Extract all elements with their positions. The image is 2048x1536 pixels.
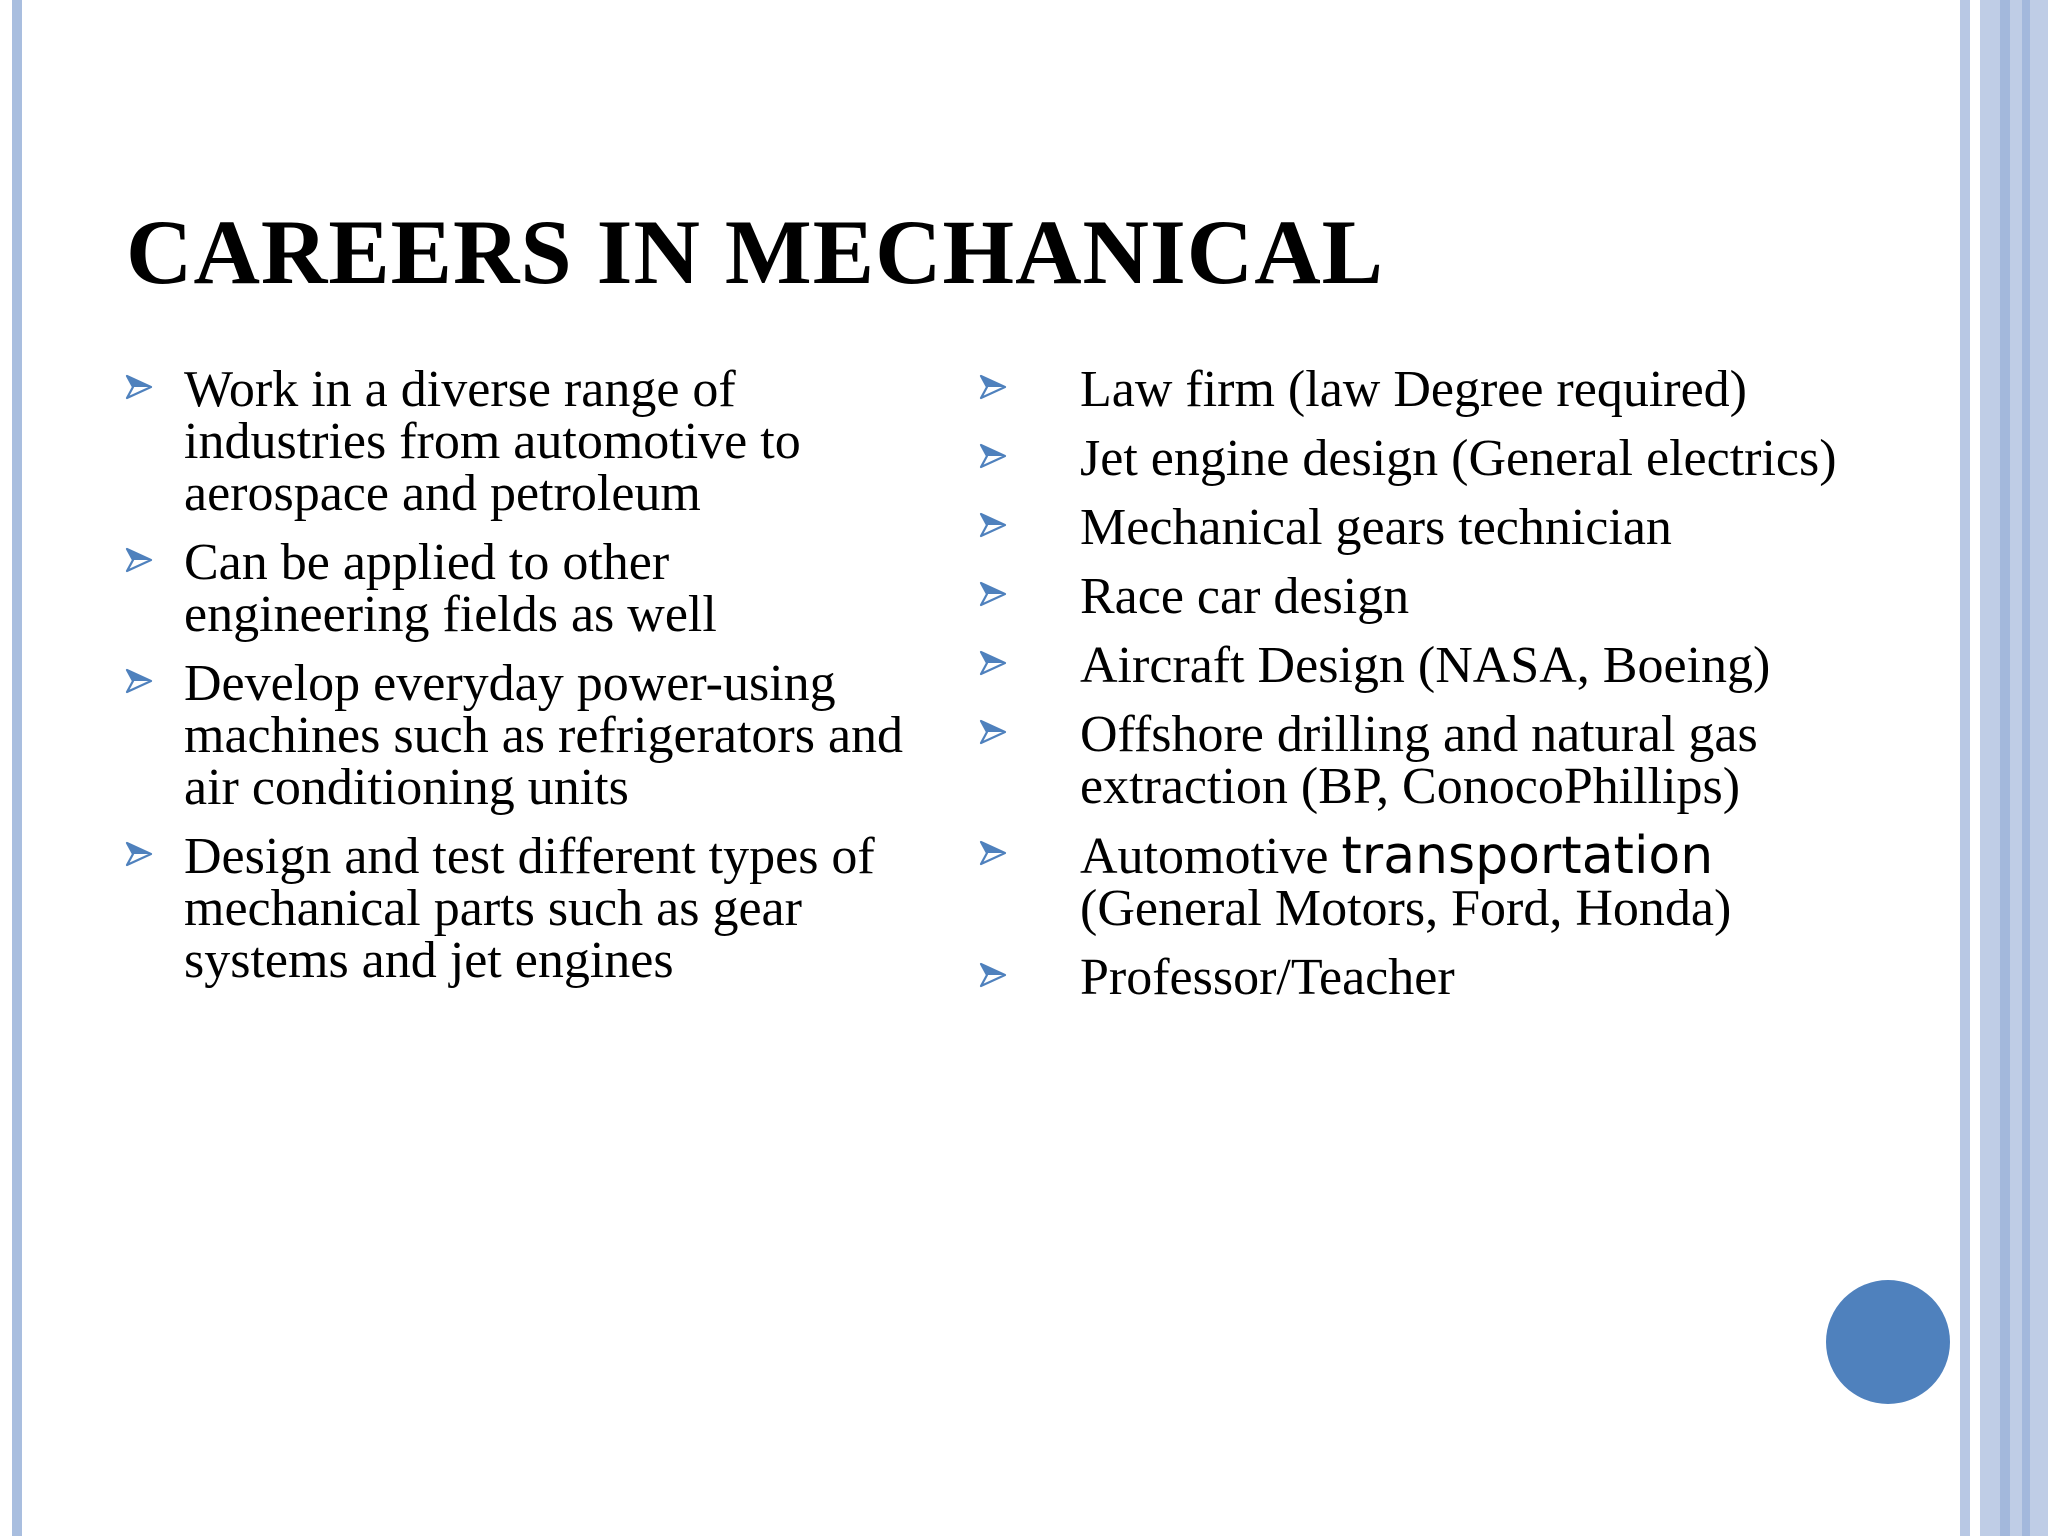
arrowhead-bullet-icon [978, 648, 1008, 678]
list-item-text: Mechanical gears technician [1080, 499, 1672, 556]
list-item [978, 499, 1878, 556]
list-item [124, 655, 924, 816]
list-item-text [1080, 828, 1731, 937]
list-item-text: Can be applied to other engineering fields as well [184, 534, 717, 643]
left-bullet-list [124, 361, 924, 1004]
list-item-text: Aircraft Design (NASA, Boeing) [1080, 637, 1771, 694]
list-item-text: Race car design [1080, 568, 1410, 625]
right-border-stripe-inner [2000, 0, 2010, 1536]
list-item-text: Develop everyday power-using machines such as refrigerators and air conditioning units [184, 655, 904, 816]
list-item [124, 534, 924, 643]
list-item-text: Jet engine design (General electrics) [1080, 430, 1837, 487]
arrowhead-bullet-icon [978, 510, 1008, 540]
list-item-text: Professor/Teacher [1080, 949, 1455, 1006]
arrowhead-bullet-icon [124, 545, 154, 575]
arrowhead-bullet-icon [124, 372, 154, 402]
list-item-text: Offshore drilling and natural gas extraction (BP, ConocoPhillips) [1080, 706, 1758, 815]
list-item [978, 706, 1878, 815]
list-item-text-part: Automotive [1080, 828, 1342, 885]
arrowhead-bullet-icon [124, 666, 154, 696]
slide-title: CAREERS IN MECHANICAL [126, 201, 1385, 303]
list-item [978, 637, 1878, 694]
list-item [978, 949, 1878, 1006]
list-item-text-part: transportation [1341, 826, 1714, 886]
list-item-text: Design and test different types of mechanical parts such as gear systems and jet engines [184, 828, 875, 989]
list-item-text: Law firm (law Degree required) [1080, 361, 1747, 418]
list-item [124, 361, 924, 522]
list-item-text-part: (General Motors, Ford, Honda) [1080, 880, 1732, 937]
arrowhead-bullet-icon [978, 960, 1008, 990]
arrowhead-bullet-icon [978, 579, 1008, 609]
right-border-stripe-outer [2022, 0, 2030, 1536]
right-border-band [1980, 0, 2048, 1536]
decorative-circle [1826, 1280, 1950, 1404]
arrowhead-bullet-icon [978, 441, 1008, 471]
arrowhead-bullet-icon [978, 717, 1008, 747]
arrowhead-bullet-icon [124, 839, 154, 869]
right-bullet-list [978, 361, 1878, 1021]
list-item [124, 828, 924, 989]
left-border-stripe [12, 0, 22, 1536]
list-item [978, 430, 1878, 487]
list-item-text: Work in a diverse range of industries from automotive to aerospace and petroleum [184, 361, 801, 522]
list-item [978, 361, 1878, 418]
arrowhead-bullet-icon [978, 838, 1008, 868]
list-item [978, 568, 1878, 625]
arrowhead-bullet-icon [978, 372, 1008, 402]
right-border-stripe [1960, 0, 1970, 1536]
list-item [978, 826, 1878, 937]
